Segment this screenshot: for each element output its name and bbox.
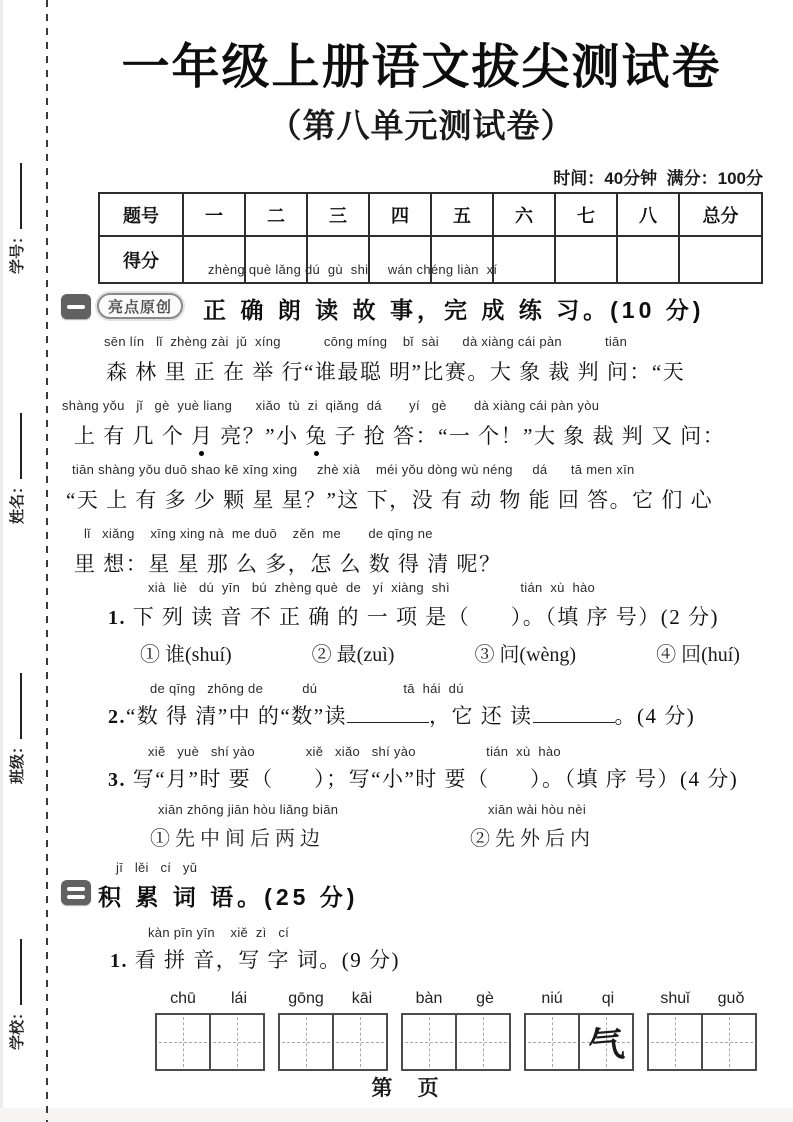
q2-body-mid: ，它 还 读 [429, 704, 533, 728]
q3-option-1: ① 先 中 间 后 两 边 [150, 828, 320, 850]
q2-body-post: 。(4 分) [614, 704, 696, 728]
section2-pinyin: jī lěi cí yǔ [116, 860, 198, 875]
grid-pinyin-pair-5 [647, 990, 759, 1008]
q1-pinyin: xià liè dú yīn bú zhèng què de yí xiàng shì tián xù hào [148, 580, 596, 595]
cell-answer [209, 1013, 266, 1071]
writing-cell [524, 1013, 580, 1071]
field-label: 学校： [9, 1004, 26, 1050]
q1-text [108, 601, 719, 631]
field-label: 班级： [9, 738, 26, 784]
q1-option-1: ① 谁(shuí) [140, 644, 232, 666]
story-segment-emphasized: 兔 [305, 420, 328, 450]
section1-header-pinyin: zhèng què lǎng dú gù shi wán chéng liàn xí [208, 262, 498, 277]
q3-option2-pinyin: xiān wài hòu nèi [488, 802, 587, 817]
q2-blank-2 [533, 705, 615, 723]
grid-pinyin-pair-2 [278, 990, 390, 1008]
writing-cell [578, 1013, 634, 1071]
pinyin-label: lái [230, 990, 247, 1007]
section2-title: 积 累 词 语。(25 分) [98, 884, 359, 910]
q3-option1-pinyin: xiān zhōng jiān hòu liǎng biān [158, 802, 339, 817]
header-cell: 题号 [99, 193, 183, 236]
score-empty-cell [555, 236, 617, 283]
q3-body: 写“月”时 要（ ）；写“小”时 要（ ）。（填 序 号）(4 分) [132, 767, 739, 791]
score-label-cell: 得分 [99, 236, 183, 283]
story-line1-pinyin: sēn lín lǐ zhèng zài jǔ xíng cōng míng bǐ sài dà xiàng cái pàn tiān [104, 334, 628, 349]
badge-bar [67, 895, 85, 899]
story-line4-text: 里 想：星 星 那 么 多，怎 么 数 得 清 呢？ [74, 552, 502, 576]
q2-blank-1 [347, 705, 429, 723]
header-cell: 八 [617, 193, 679, 236]
writing-cell [401, 1013, 457, 1071]
grid-pinyin-pair-3 [401, 990, 513, 1008]
pinyin-label: kāi [351, 990, 373, 1007]
pinyin-label: guǒ [717, 990, 745, 1007]
story-line1-text: 森 林 里 正 在 举 行“谁最聪 明”比赛。大 象 裁 判 问：“天 [106, 360, 686, 384]
writing-cell [332, 1013, 388, 1071]
original-highlight-tag [97, 293, 183, 319]
q2-pinyin: de qīng zhōng de dú tā hái dú [150, 681, 464, 696]
story-line3-pinyin: tiān shàng yǒu duō shao kē xīng xing zhè xià méi yǒu dòng wù néng dá tā men xīn [72, 462, 635, 477]
writing-grid-pair-2 [278, 1013, 388, 1071]
badge-bar [67, 305, 85, 309]
q1-number: 1. [108, 607, 126, 629]
header-cell: 七 [555, 193, 617, 236]
cell-answer [155, 1013, 212, 1071]
tag-label: 亮点原创 [108, 298, 173, 316]
section1-badge-icon [61, 294, 91, 319]
writing-grid-pair-3 [401, 1013, 511, 1071]
cell-answer [455, 1013, 512, 1071]
q3-option-2: ② 先 外 后 内 [470, 828, 590, 850]
binding-dashed-line [46, 0, 48, 1122]
writing-cell [455, 1013, 511, 1071]
q3-text [108, 763, 738, 793]
writing-cell [647, 1013, 703, 1071]
pinyin-label: bàn [415, 990, 443, 1007]
margin-field-class [6, 673, 27, 784]
badge-bar [67, 887, 85, 891]
score-table-header-row [99, 193, 762, 236]
pinyin-label: chū [170, 990, 196, 1007]
header-cell: 五 [431, 193, 493, 236]
grid-pinyin-pair-1 [155, 990, 267, 1008]
section2-badge-icon [61, 880, 91, 905]
q1-option-2: ② 最(zuì) [311, 644, 395, 666]
time-score-info: 时间：40分钟 满分：100分 [553, 169, 763, 188]
story-segment: 上 有 几 个 [74, 424, 191, 448]
cell-answer [647, 1013, 704, 1071]
pinyin-label: qi [601, 990, 615, 1007]
cell-answer [701, 1013, 758, 1071]
cell-answer [332, 1013, 389, 1071]
q1-option-3: ③ 问(wèng) [474, 644, 577, 666]
field-label: 学号： [9, 228, 26, 274]
writing-cell [701, 1013, 757, 1071]
q2-text [108, 700, 695, 730]
pinyin-label: shuǐ [660, 990, 690, 1007]
cell-answer [278, 1013, 335, 1071]
score-empty-cell [617, 236, 679, 283]
q3-number: 3. [108, 769, 126, 791]
pinyin-label: niú [541, 990, 563, 1007]
margin-field-name [6, 413, 27, 524]
story-line4-pinyin: lǐ xiǎng xīng xing nà me duō zěn me de qīng ne [84, 526, 433, 541]
margin-field-student-id [6, 163, 27, 274]
cell-answer [401, 1013, 458, 1071]
grid-pinyin-pair-4 [524, 990, 636, 1008]
field-label: 姓名： [9, 478, 26, 524]
s2q1-number: 1. [110, 950, 128, 972]
score-empty-cell [493, 236, 555, 283]
field-blank-line [8, 413, 22, 479]
story-line2-pinyin: shàng yǒu jǐ gè yuè liang xiǎo tù zi qiǎng dá yí gè dà xiàng cái pàn yòu [62, 398, 600, 413]
writing-grid-pair-1 [155, 1013, 265, 1071]
field-blank-line [8, 673, 22, 739]
story-segment-emphasized: 月 [191, 420, 214, 450]
cell-answer [524, 1013, 581, 1071]
q2-number: 2. [108, 706, 126, 728]
page-footer: 第 页 [371, 1076, 449, 1100]
page-edge-left [0, 0, 3, 1122]
writing-grid-pair-5 [647, 1013, 757, 1071]
header-cell: 四 [369, 193, 431, 236]
s2q1-text [110, 944, 400, 974]
pinyin-label: gè [476, 990, 494, 1007]
writing-cell [278, 1013, 334, 1071]
story-line2-text [74, 420, 725, 450]
header-cell: 二 [245, 193, 307, 236]
q3-pinyin: xiě yuè shí yào xiě xiǎo shí yào tián xù hào [148, 744, 561, 759]
section1-title: 正 确 朗 读 故 事，完 成 练 习。(10 分) [203, 297, 705, 323]
writing-grid-pair-4 [524, 1013, 634, 1071]
s2q1-body: 看 拼 音，写 字 词。(9 分) [134, 948, 400, 972]
header-cell: 六 [493, 193, 555, 236]
q1-options-row [140, 638, 740, 667]
story-segment: 亮？”小 [213, 424, 306, 448]
story-line3-text: “天 上 有 多 少 颗 星 星？”这 下，没 有 动 物 能 回 答。它 们 心 [66, 488, 714, 512]
story-segment: 子 抢 答：“一 个！”大 象 裁 判 又 问： [327, 424, 726, 448]
field-blank-line [8, 939, 22, 1005]
margin-field-school [6, 939, 27, 1050]
s2q1-pinyin: kàn pīn yīn xiě zì cí [148, 925, 290, 940]
field-blank-line [8, 163, 22, 229]
page-title: 一年级上册语文拔尖测试卷 [121, 41, 722, 94]
pinyin-label: gōng [288, 990, 324, 1007]
q2-body-pre: “数 得 清”中 的“数”读 [126, 704, 348, 728]
page-subtitle: （第八单元测试卷） [268, 107, 575, 144]
score-empty-cell [679, 236, 762, 283]
header-cell: 三 [307, 193, 369, 236]
page-edge-bottom [0, 1108, 793, 1122]
cell-answer-handwritten: 气 [586, 1022, 626, 1066]
header-cell: 一 [183, 193, 245, 236]
writing-cell [155, 1013, 211, 1071]
q1-body: 下 列 读 音 不 正 确 的 一 项 是（ ）。（填 序 号）(2 分) [132, 605, 719, 629]
writing-cell [209, 1013, 265, 1071]
header-cell: 总分 [679, 193, 762, 236]
q1-option-4: ④ 回(huí) [656, 644, 740, 666]
